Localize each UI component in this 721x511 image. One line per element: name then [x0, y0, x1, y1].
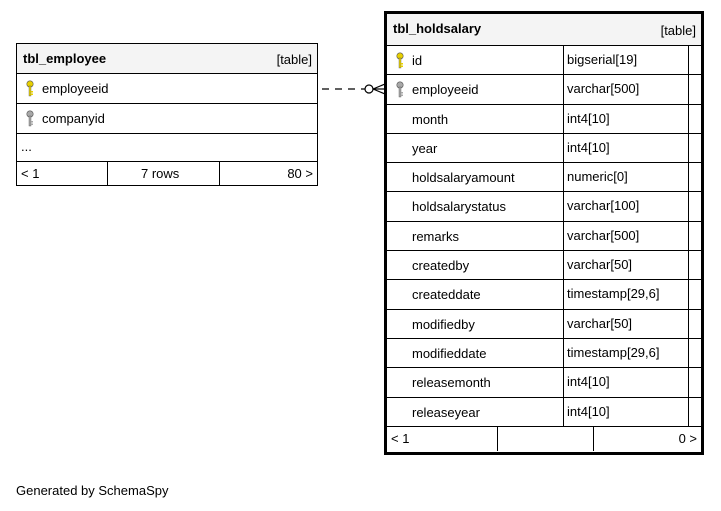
column-name: holdsalarystatus — [412, 199, 506, 215]
column-row[interactable] — [17, 104, 317, 134]
column-row[interactable] — [387, 368, 701, 397]
table-holdsalary[interactable] — [384, 11, 704, 455]
table-name: tbl_employee — [23, 51, 107, 66]
column-name: id — [412, 53, 423, 68]
column-name: year — [412, 140, 438, 156]
column-row[interactable] — [387, 251, 701, 280]
table-footer — [387, 427, 701, 451]
column-row[interactable] — [387, 134, 701, 163]
table-header — [17, 44, 317, 74]
column-row[interactable] — [387, 222, 701, 251]
column-type: int4[10] — [567, 139, 610, 155]
column-type: varchar[500] — [567, 227, 640, 243]
foreign-key-icon — [395, 81, 405, 98]
column-type: int4[10] — [567, 110, 610, 126]
column-type: varchar[100] — [567, 198, 640, 214]
column-type: varchar[50] — [567, 257, 633, 273]
column-row[interactable] — [17, 74, 317, 104]
column-name: month — [412, 111, 449, 127]
column-name: employeeid — [42, 81, 109, 96]
table-type: [table] — [660, 23, 696, 38]
column-row[interactable] — [387, 192, 701, 221]
foreign-key-icon — [25, 110, 35, 127]
column-type: bigserial[19] — [567, 52, 638, 67]
column-name: employeeid — [412, 82, 479, 98]
column-name: modifieddate — [412, 345, 487, 361]
footer-children: < 1 — [391, 430, 410, 446]
column-type: int4[10] — [567, 374, 610, 390]
column-name: remarks — [412, 228, 459, 244]
column-row[interactable] — [387, 105, 701, 134]
primary-key-icon — [25, 80, 35, 97]
column-type: varchar[50] — [567, 315, 633, 331]
column-row[interactable] — [387, 339, 701, 368]
more-columns-indicator: ... — [17, 134, 317, 162]
column-name: createddate — [412, 287, 481, 303]
column-type: timestamp[29,6] — [567, 344, 660, 360]
column-name: holdsalaryamount — [412, 170, 515, 186]
column-name: companyid — [42, 111, 105, 126]
column-name: releaseyear — [412, 404, 480, 420]
column-name: releasemonth — [412, 375, 491, 391]
column-type: varchar[500] — [567, 81, 640, 97]
footer-parents: 80 > — [287, 166, 313, 181]
table-name: tbl_holdsalary — [393, 21, 482, 36]
primary-key-icon — [395, 52, 405, 69]
column-row[interactable] — [387, 398, 701, 427]
generated-by-label: Generated by SchemaSpy — [16, 483, 169, 498]
table-employee[interactable] — [16, 43, 318, 186]
footer-parents: 0 > — [678, 430, 697, 446]
column-type: timestamp[29,6] — [567, 286, 660, 302]
column-row[interactable] — [387, 163, 701, 192]
column-row[interactable] — [387, 280, 701, 309]
column-name: createdby — [412, 258, 470, 274]
column-name: modifiedby — [412, 316, 475, 332]
column-type: numeric[0] — [567, 169, 628, 185]
column-row[interactable] — [387, 75, 701, 104]
column-type: int4[10] — [567, 403, 610, 419]
footer-children: < 1 — [21, 166, 40, 181]
footer-row-count: 7 rows — [141, 166, 180, 181]
table-type: [table] — [276, 52, 312, 67]
table-footer — [17, 162, 317, 186]
column-row[interactable] — [387, 46, 701, 75]
table-header — [387, 14, 701, 46]
column-row[interactable] — [387, 310, 701, 339]
